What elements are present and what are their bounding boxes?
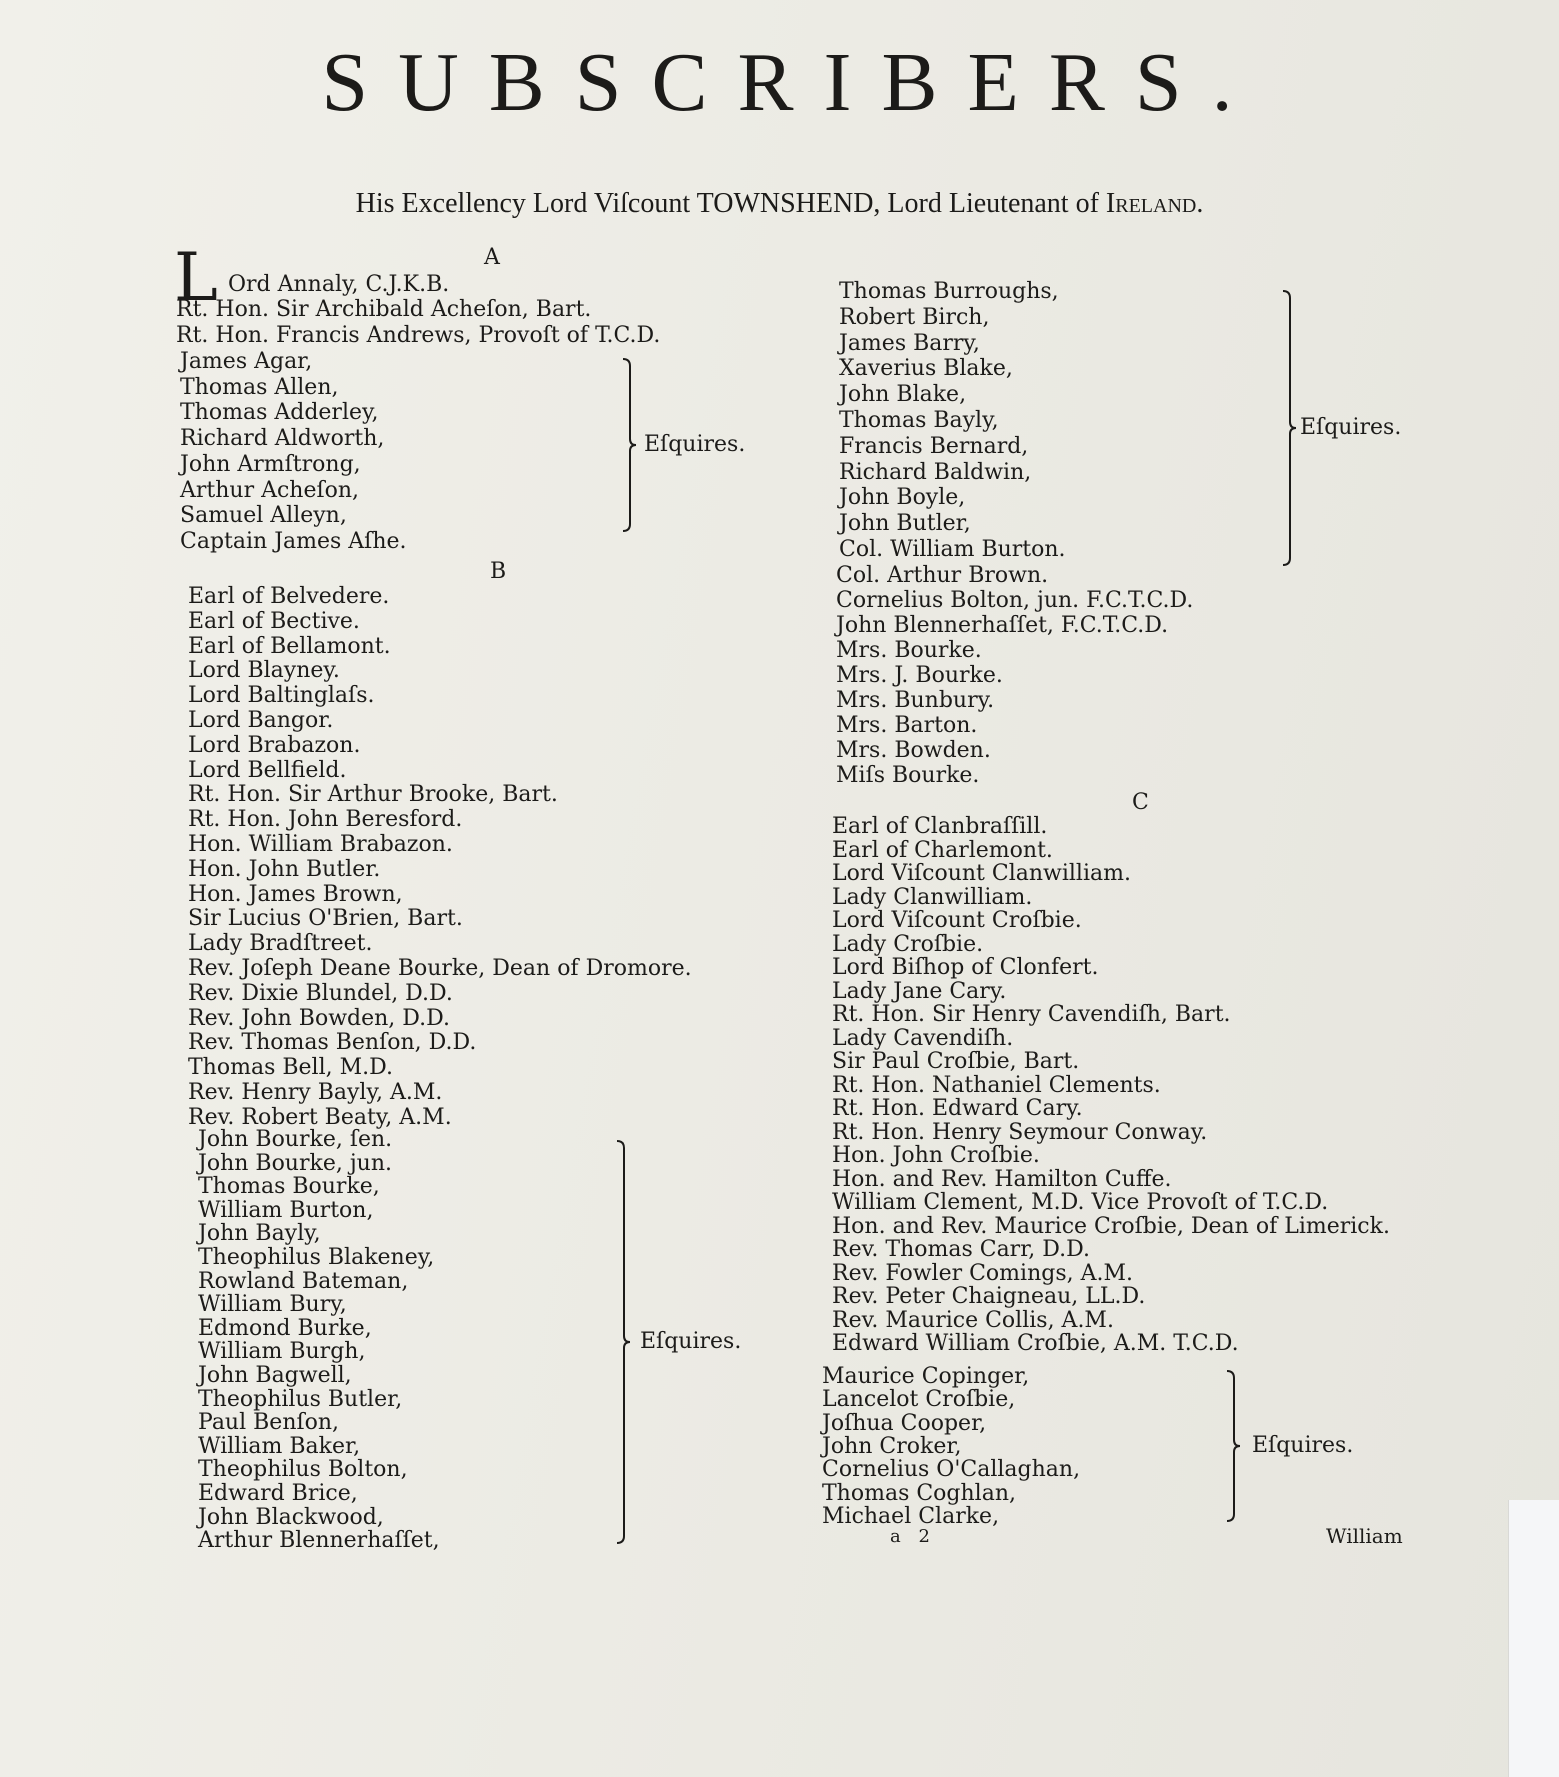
esquires-bracket	[622, 358, 638, 532]
list-item: Lady Croſbie.	[832, 931, 984, 957]
list-item: John Bayly,	[198, 1221, 321, 1247]
list-item: Richard Aldworth,	[180, 426, 385, 452]
list-item: Hon. John Butler.	[188, 856, 381, 882]
list-item: Rt. Hon. Sir Arthur Brooke, Bart.	[188, 782, 558, 808]
list-item: Richard Baldwin,	[839, 459, 1032, 485]
list-item: Michael Clarke,	[822, 1503, 1000, 1529]
list-item: Joſhua Cooper,	[822, 1410, 987, 1436]
list-item: Lancelot Croſbie,	[822, 1387, 1016, 1413]
dedication-country: Ireland.	[1105, 188, 1204, 219]
list-item: Thomas Bell, M.D.	[188, 1055, 393, 1081]
list-item: Lord Blayney.	[188, 658, 340, 684]
list-item: Hon. James Brown,	[188, 881, 403, 907]
esquires-label: Eſquires.	[644, 432, 746, 457]
list-item: Col. Arthur Brown.	[836, 563, 1049, 588]
list-item: Edward William Croſbie, A.M. T.C.D.	[832, 1331, 1239, 1356]
list-item: Arthur Blennerhaſſet,	[198, 1528, 440, 1554]
signature-mark: a 2	[890, 1526, 936, 1547]
next-page-edge	[1508, 1500, 1559, 1777]
list-item: Mrs. J. Bourke.	[836, 663, 1003, 688]
catchword: William	[1326, 1524, 1403, 1548]
list-item: Hon. and Rev. Hamilton Cuffe.	[832, 1166, 1172, 1192]
list-item: Samuel Alleyn,	[180, 503, 347, 529]
list-item: Rowland Bateman,	[198, 1268, 409, 1294]
list-item: Edward Brice,	[198, 1481, 358, 1506]
list-item: Sir Paul Croſbie, Bart.	[832, 1049, 1080, 1074]
list-item: Thomas Burroughs,	[839, 279, 1059, 304]
list-item: John Armſtrong,	[180, 451, 361, 477]
esquires-bracket	[1282, 290, 1298, 566]
list-item: Rt. Hon. Henry Seymour Conway.	[832, 1119, 1208, 1145]
list-item: Lord Bangor.	[188, 708, 334, 733]
list-item: Thomas Coghlan,	[822, 1480, 1016, 1506]
list-item: Thomas Adderley,	[180, 400, 379, 426]
list-item: William Burgh,	[198, 1339, 366, 1365]
list-item: Lady Jane Cary.	[832, 978, 1007, 1004]
list-item: William Burton,	[198, 1197, 374, 1223]
list-item: Hon. William Brabazon.	[188, 832, 453, 857]
list-item: Thomas Allen,	[180, 374, 339, 400]
list-item: Francis Bernard,	[839, 433, 1029, 459]
esquires-bracket	[616, 1140, 632, 1544]
esquires-label: Eſquires.	[1300, 415, 1402, 440]
list-item: Lord Viſcount Clanwilliam.	[832, 861, 1131, 886]
list-item: Earl of Belvedere.	[188, 584, 390, 609]
page-title: SUBSCRIBERS.	[321, 36, 1263, 129]
section-letter-a: A	[484, 245, 500, 270]
list-item: Rt. Hon. Sir Archibald Acheſon, Bart.	[176, 297, 592, 322]
list-item: John Bagwell,	[198, 1363, 352, 1388]
list-item: Earl of Clanbraſſill.	[832, 814, 1048, 839]
list-item: John Bourke, ſen.	[198, 1127, 393, 1152]
list-item: Thomas Bayly,	[839, 408, 999, 433]
list-item: Rev. Fowler Comings, A.M.	[832, 1260, 1133, 1286]
list-item: Miſs Bourke.	[836, 763, 980, 788]
list-item: Xaverius Blake,	[839, 356, 1013, 382]
list-item: Hon. and Rev. Maurice Croſbie, Dean of Limerick.	[832, 1213, 1390, 1239]
list-item: Paul Benſon,	[198, 1410, 340, 1436]
dedication-prefix: His Excellency Lord Viſcount TOWNSHEND, Lord Lieutenant of	[355, 188, 1106, 219]
list-item: Mrs. Bunbury.	[836, 688, 995, 713]
list-item: Rev. Henry Bayly, A.M.	[188, 1080, 443, 1105]
esquires-label: Eſquires.	[1252, 1433, 1354, 1458]
section-letter-b: B	[490, 559, 507, 584]
list-item: Rt. Hon. Francis Andrews, Provoſt of T.C.D.	[176, 322, 661, 348]
list-item: Cornelius O'Callaghan,	[822, 1457, 1081, 1483]
esquires-label: Eſquires.	[640, 1329, 742, 1354]
list-item: John Croker,	[822, 1433, 962, 1459]
list-item: Rev. Thomas Benſon, D.D.	[188, 1030, 477, 1056]
list-item: John Butler,	[839, 511, 971, 537]
list-item: Mrs. Barton.	[836, 713, 978, 738]
list-item: Rt. Hon. Edward Cary.	[832, 1096, 1083, 1121]
list-item: Arthur Acheſon,	[180, 477, 360, 503]
list-item: Rt. Hon. Nathaniel Clements.	[832, 1072, 1161, 1098]
list-item: James Barry,	[839, 330, 980, 356]
list-item: John Blennerhaſſet, F.C.T.C.D.	[836, 613, 1169, 638]
list-item: William Clement, M.D. Vice Provoſt of T.C.D.	[832, 1190, 1329, 1215]
list-item: Captain James Aſhe.	[180, 528, 407, 554]
list-item: Ord Annaly, C.J.K.B.	[228, 272, 450, 297]
list-item: Lady Clanwilliam.	[832, 884, 1033, 910]
list-item: Theophilus Blakeney,	[198, 1245, 435, 1270]
list-item: Lord Viſcount Croſbie.	[832, 908, 1082, 933]
list-item: William Bury,	[198, 1292, 347, 1318]
list-item: Earl of Bective.	[188, 608, 360, 634]
list-item: Lord Biſhop of Clonfert.	[832, 955, 1099, 980]
list-item: Rev. Thomas Carr, D.D.	[832, 1237, 1090, 1262]
list-item: Hon. John Croſbie.	[832, 1143, 1040, 1168]
list-item: Maurice Copinger,	[822, 1364, 1030, 1389]
list-item: Rev. Dixie Blundel, D.D.	[188, 980, 453, 1006]
dedication-line	[0, 188, 1559, 220]
section-letter-c: C	[1132, 790, 1149, 815]
list-item: Rev. Robert Beaty, A.M.	[188, 1104, 452, 1130]
list-item: Sir Lucius O'Brien, Bart.	[188, 906, 463, 932]
list-item: Rt. Hon. Sir Henry Cavendiſh, Bart.	[832, 1002, 1231, 1027]
list-item: Earl of Charlemont.	[832, 837, 1053, 863]
list-item: Thomas Bourke,	[198, 1174, 380, 1200]
list-item: John Blake,	[839, 382, 967, 408]
list-item: Theophilus Bolton,	[198, 1457, 408, 1483]
list-item: James Agar,	[180, 349, 313, 374]
list-item: John Bourke, jun.	[198, 1150, 392, 1176]
list-item: Lord Baltinglaſs.	[188, 683, 375, 709]
list-item: Earl of Bellamont.	[188, 633, 391, 659]
drop-cap: L	[174, 239, 218, 316]
list-item: Edmond Burke,	[198, 1315, 372, 1341]
list-item: Lord Bellfield.	[188, 757, 347, 783]
list-item: John Blackwood,	[198, 1504, 384, 1530]
list-item: Theophilus Butler,	[198, 1386, 403, 1412]
list-item: William Baker,	[198, 1433, 361, 1459]
list-item: Robert Birch,	[839, 304, 990, 330]
list-item: Lady Cavendiſh.	[832, 1025, 1014, 1051]
list-item: John Boyle,	[839, 485, 966, 511]
list-item: Rev. John Bowden, D.D.	[188, 1005, 450, 1031]
list-item: Rt. Hon. John Beresford.	[188, 807, 463, 833]
esquires-bracket	[1226, 1370, 1242, 1522]
list-item: Cornelius Bolton, jun. F.C.T.C.D.	[836, 588, 1194, 613]
list-item: Rev. Joſeph Deane Bourke, Dean of Dromore.	[188, 956, 692, 981]
list-item: Rev. Peter Chaigneau, LL.D.	[832, 1284, 1146, 1309]
list-item: Mrs. Bowden.	[836, 738, 991, 763]
list-item: Rev. Maurice Collis, A.M.	[832, 1307, 1114, 1333]
list-item: Lord Brabazon.	[188, 732, 361, 758]
list-item: Mrs. Bourke.	[836, 638, 982, 663]
list-item: Lady Bradſtreet.	[188, 931, 373, 957]
list-item: Col. William Burton.	[839, 537, 1066, 562]
